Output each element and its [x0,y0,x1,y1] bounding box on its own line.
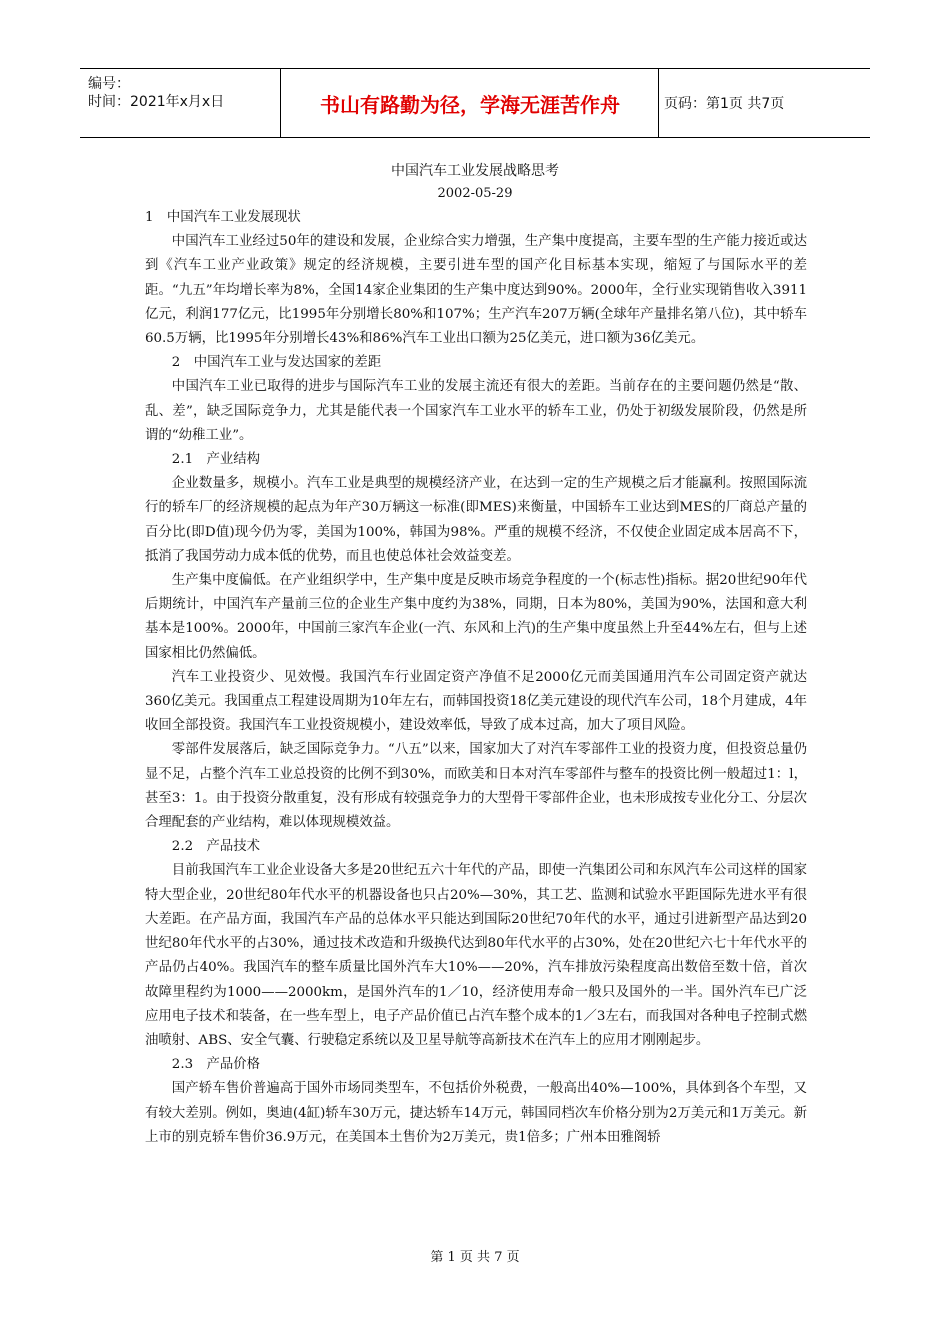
paragraph: 零部件发展落后，缺乏国际竞争力。“八五”以来，国家加大了对汽车零部件工业的投资力度，但投资总量仍显不足，占整个汽车工业总投资的比例不到30%，而欧美和日本对汽车零部件与整车的投资比例一般超过1：l，甚至3：1。由于投资分散重复，没有形成有较强竞争力的大型骨干零部件企业，也未形成按专业化分工、分层次合理配套的产业结构，难以体现规模效益。 [145,742,807,831]
header-table [80,68,870,138]
subsection-heading: 2.1 产业结构 [171,452,261,468]
header-divider [658,69,659,137]
subsection-heading: 2.2 产品技术 [171,839,261,855]
section-heading: 1 中国汽车工业发展现状 [145,210,301,225]
document-body [145,206,807,1150]
paragraph: 国产轿车售价普遍高于国外市场同类型车，不包括价外税费，一般高出40%—100%，具体到各个车型，又有较大差别。例如，奥迪(4缸)轿车30万元，捷达轿车14万元，韩国同档次车价格分别为2万美元和1万美元。新上市的别克轿车售价36.9万元，在美国本土售价为2万美元，贵1倍多；广州本田雅阁轿 [145,1081,807,1145]
header-divider [280,69,281,137]
section-heading: 2 中国汽车工业与发达国家的差距 [171,355,382,371]
paragraph: 企业数量多，规模小。汽车工业是典型的规模经济产业，在达到一定的生产规模之后才能赢利。按照国际流行的轿车厂的经济规模的起点为年产30万辆这一标准(即MES)来衡量，中国轿车工业达到MES的厂商总产量的百分比(即D值)现今仍为零，美国为100%，韩国为98%。严重的规模不经济，不仅使企业固定成本居高不下，抵消了我国劳动力成本低的优势，而且也使总体社会效益变差。 [145,476,807,564]
paragraph: 中国汽车工业已取得的进步与国际汽车工业的发展主流还有很大的差距。当前存在的主要问题仍然是“散、乱、差”，缺乏国际竞争力，尤其是能代表一个国家汽车工业水平的轿车工业，仍处于初级发展阶段，仍然是所谓的“幼稚工业”。 [145,379,807,443]
page-footer: 第 1 页 共 7 页 [430,1250,520,1265]
paragraph: 目前我国汽车工业企业设备大多是20世纪五六十年代的产品，即使一汽集团公司和东风汽车公司这样的国家特大型企业，20世纪80年代水平的机器设备也只占20%—30%，其工艺、监测和试验水平距国际先进水平有很大差距。在产品方面，我国汽车产品的总体水平只能达到国际20世纪70年代的水平，通过引进新型产品达到20世纪80年代水平的占30%，通过技术改造和升级换代达到80年代水平的占30%，处在20世纪六七十年代水平的产品仍占40%。我国汽车的整车质量比国外汽车大10%——20%，汽车排放污染程度高出数倍至数十倍，首次故障里程约为1000——2000km，是国外汽车的1／10，经济使用寿命一般只及国外的一半。国外汽车已广泛应用电子技术和装备，在一些车型上，电子产品价值已占汽车整个成本的1／3左右，而我国对各种电子控制式燃油喷射、ABS、安全气囊、行驶稳定系统以及卫星导航等高新技术在汽车上的应用才刚刚起步。 [145,863,807,1048]
document-number-label: 编号： [88,76,130,92]
document-title: 中国汽车工业发展战略思考 [391,163,559,179]
header-motto: 书山有路勤为径，学海无涯苦作舟 [320,92,620,117]
paragraph: 生产集中度偏低。在产业组织学中，生产集中度是反映市场竞争程度的一个(标志性)指标。据20世纪90年代后期统计，中国汽车产量前三位的企业生产集中度约为38%，同期，日本为80%，美国为90%，法国和意大利基本是100%。2000年，中国前三家汽车企业(一汽、东风和上汽)的生产集中度虽然上升至44%左右，但与上述国家相比仍然偏低。 [145,573,807,661]
document-date: 2002-05-29 [437,186,513,201]
document-date-label: 时间：2021年x月x日 [88,94,225,110]
header-page-info: 页码：第1页 共7页 [664,96,785,112]
paragraph: 中国汽车工业经过50年的建设和发展，企业综合实力增强，生产集中度提高，主要车型的生产能力接近或达到《汽车工业产业政策》规定的经济规模，主要引进车型的国产化目标基本实现，缩短了与国际水平的差距。“九五”年均增长率为8%，全国14家企业集团的生产集中度达到90%。2000年，全行业实现销售收入3911亿元，利润177亿元，比1995年分别增长80%和107%；生产汽车207万辆(全球年产量排名第八位)，其中轿车60.5万辆，比1995年分别增长43%和86%汽车工业出口额为25亿美元，进口额为36亿美元。 [145,234,807,347]
subsection-heading: 2.3 产品价格 [171,1057,261,1073]
header-left-cell [80,69,280,137]
paragraph: 汽车工业投资少、见效慢。我国汽车行业固定资产净值不足2000亿元而美国通用汽车公司固定资产就达360亿美元。我国重点工程建设周期为10年左右，而韩国投资18亿美元建设的现代汽车公司，18个月建成，4年收回全部投资。我国汽车工业投资规模小，建设效率低，导致了成本过高，加大了项目风险。 [145,669,807,734]
